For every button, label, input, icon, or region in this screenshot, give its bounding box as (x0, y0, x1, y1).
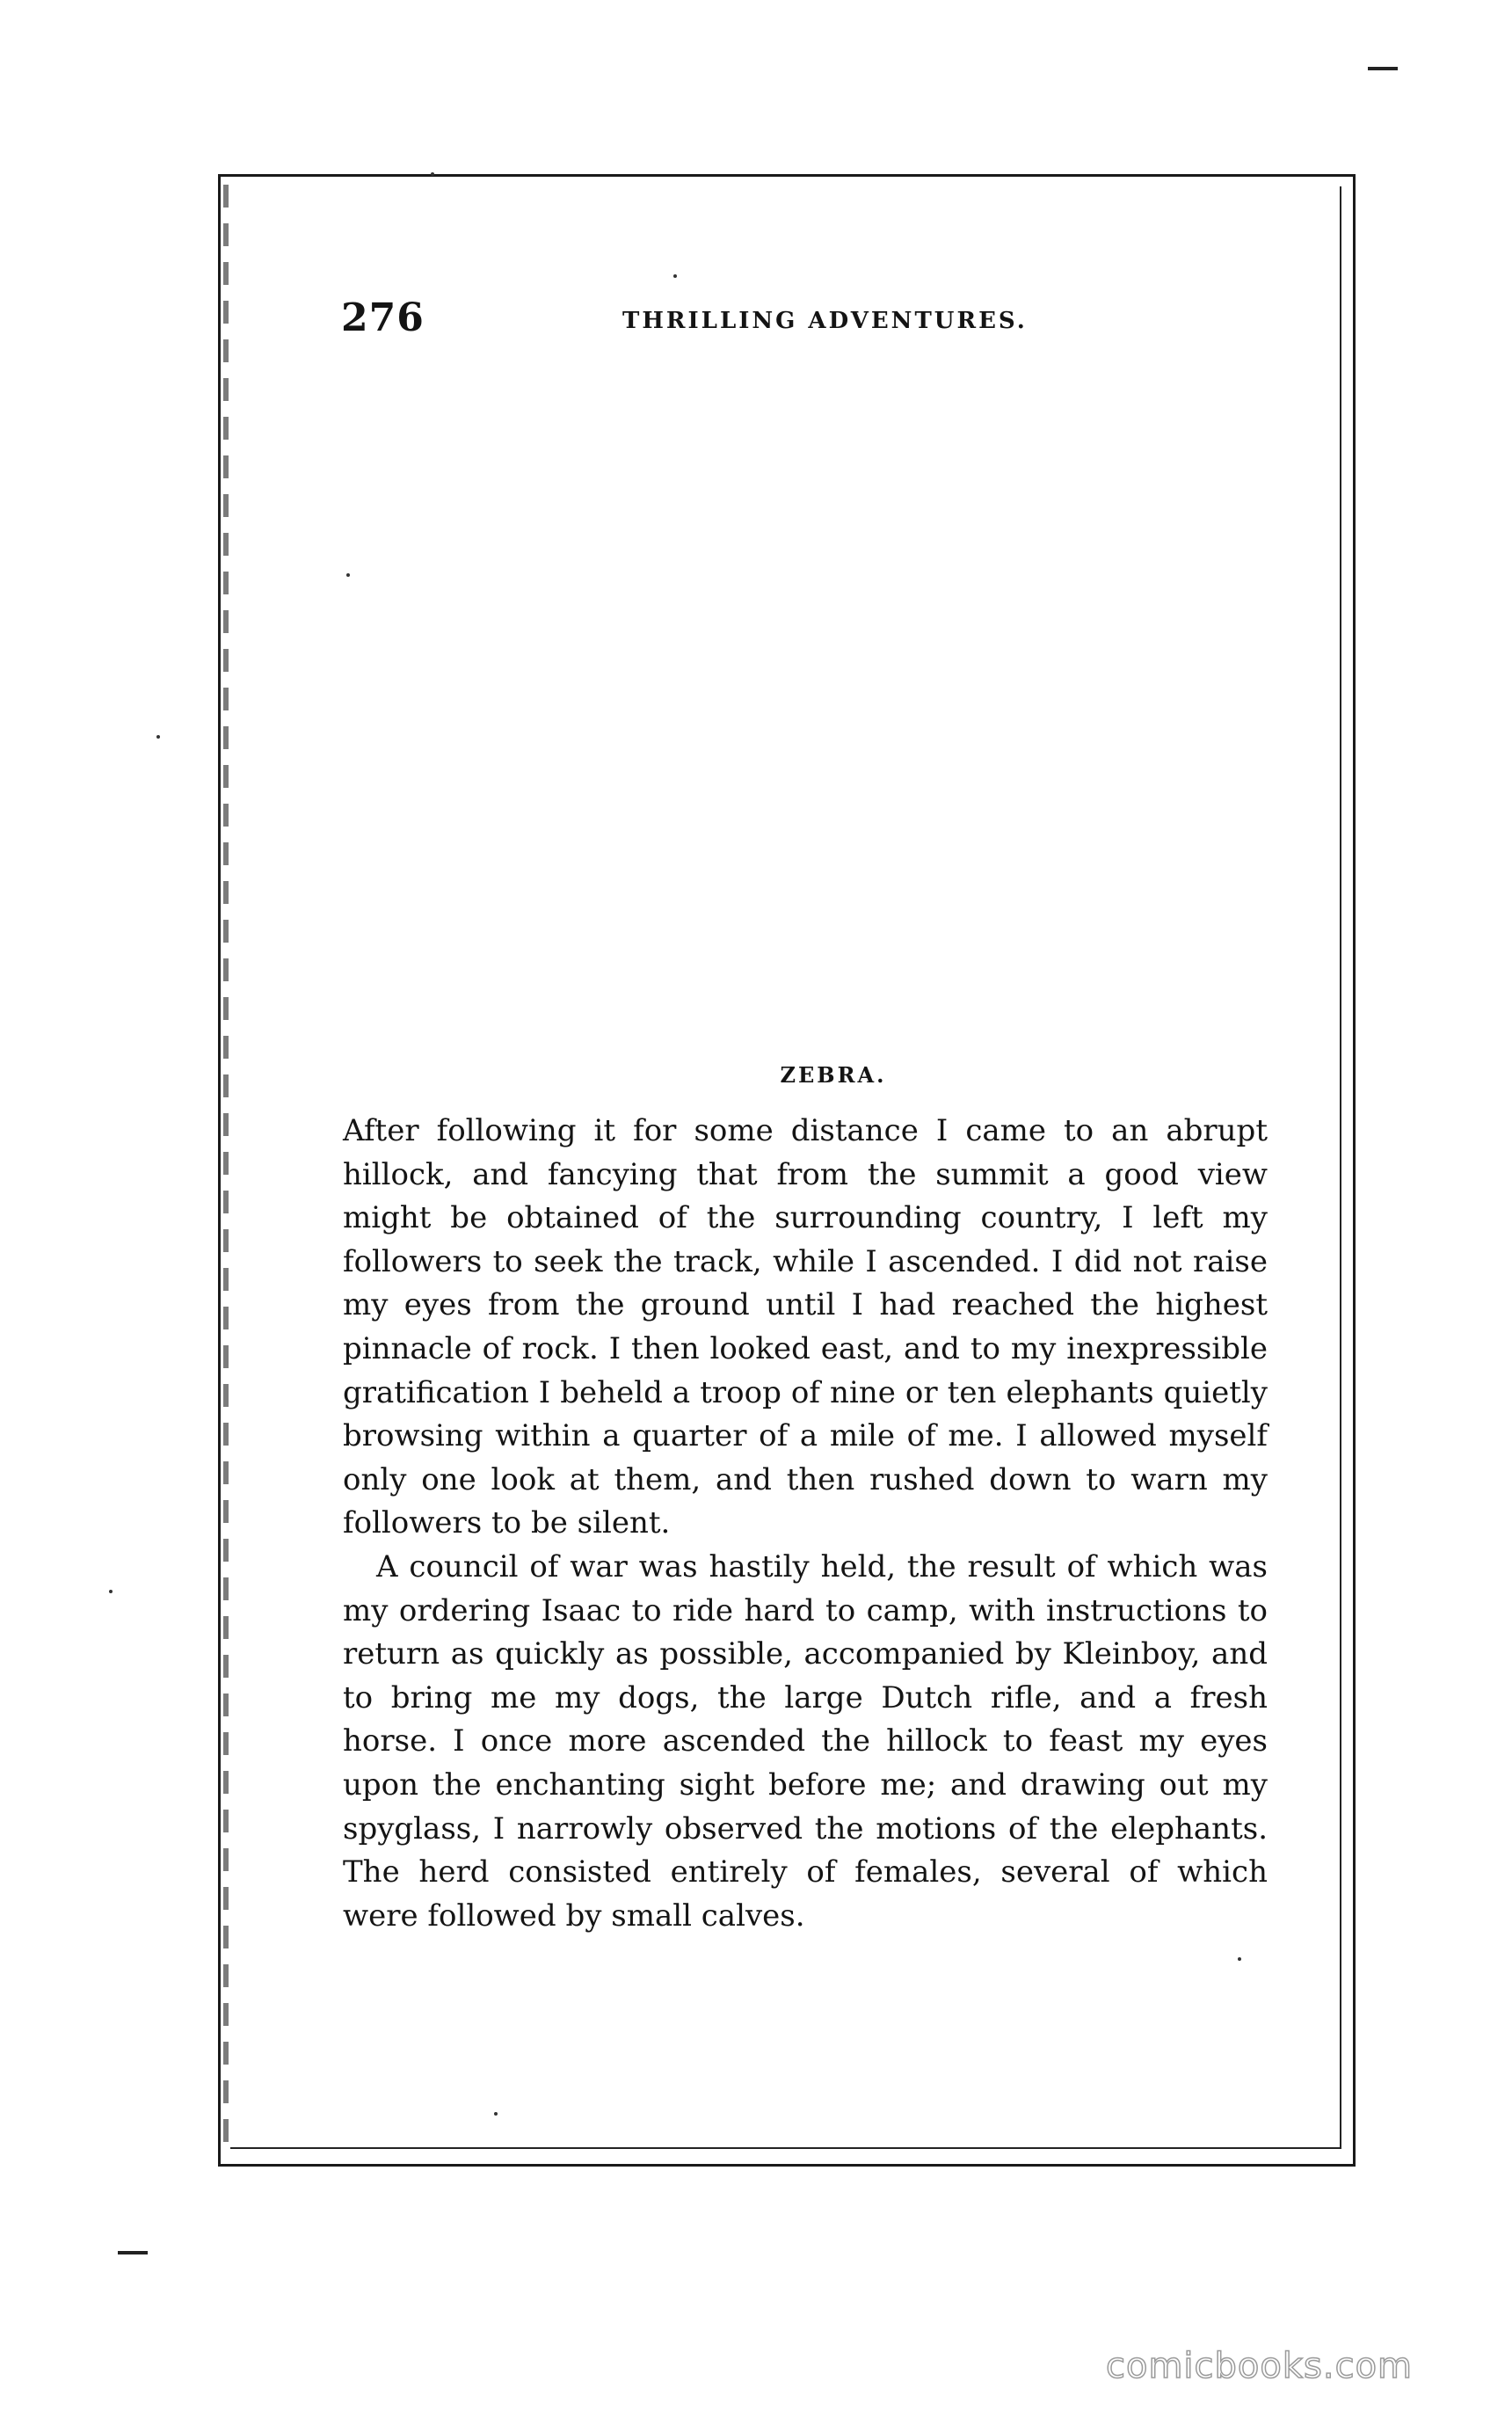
scan-speck (346, 573, 350, 577)
page-border-left-rule (223, 185, 229, 2154)
illustration-caption: ZEBRA. (780, 1062, 887, 1088)
illustration-area (341, 387, 1273, 1029)
scan-speck (494, 2112, 498, 2116)
margin-mark (1368, 67, 1398, 70)
scan-speck (431, 172, 434, 176)
paragraph: A council of war was hastily held, the result of which was my ordering Isaac to ride hard to camp, with instructions to return as quickly as possible, accompanied by Kleinboy, and to bring me my dogs, the large Dutch rifle, and a fresh horse. I once more ascended the hillock to feast my eyes upon the enchanting sight before me; and drawing out my spyglass, I narrowly observed the motions of the elephants. The herd consisted entirely of females, several of which were followed by small calves. (343, 1548, 1268, 1934)
watermark: comicbooks.com (1106, 2346, 1414, 2386)
scan-speck (109, 1590, 113, 1593)
margin-mark (118, 2251, 148, 2254)
body-text (343, 1110, 1268, 1938)
scan-speck (1238, 1957, 1241, 1961)
running-title: THRILLING ADVENTURES. (622, 308, 1028, 334)
running-head (341, 295, 1273, 357)
paragraph: After following it for some distance I came to an abrupt hillock, and fancying that from the summit a good view might be obtained of the surrounding country, I left my followers to seek the track, while I ascended. I did not raise my eyes from the ground until I had reached the highest pinnacle of rock. I then looked east, and to my inexpressible gratification I beheld a troop of nine or ten elephants quietly browsing within a quarter of a mile of me. I allowed myself only one look at them, and then rushed down to warn my followers to be silent. (343, 1113, 1268, 1541)
page-number: 276 (341, 295, 425, 340)
scan-speck (673, 274, 677, 278)
scan-speck (156, 735, 160, 739)
